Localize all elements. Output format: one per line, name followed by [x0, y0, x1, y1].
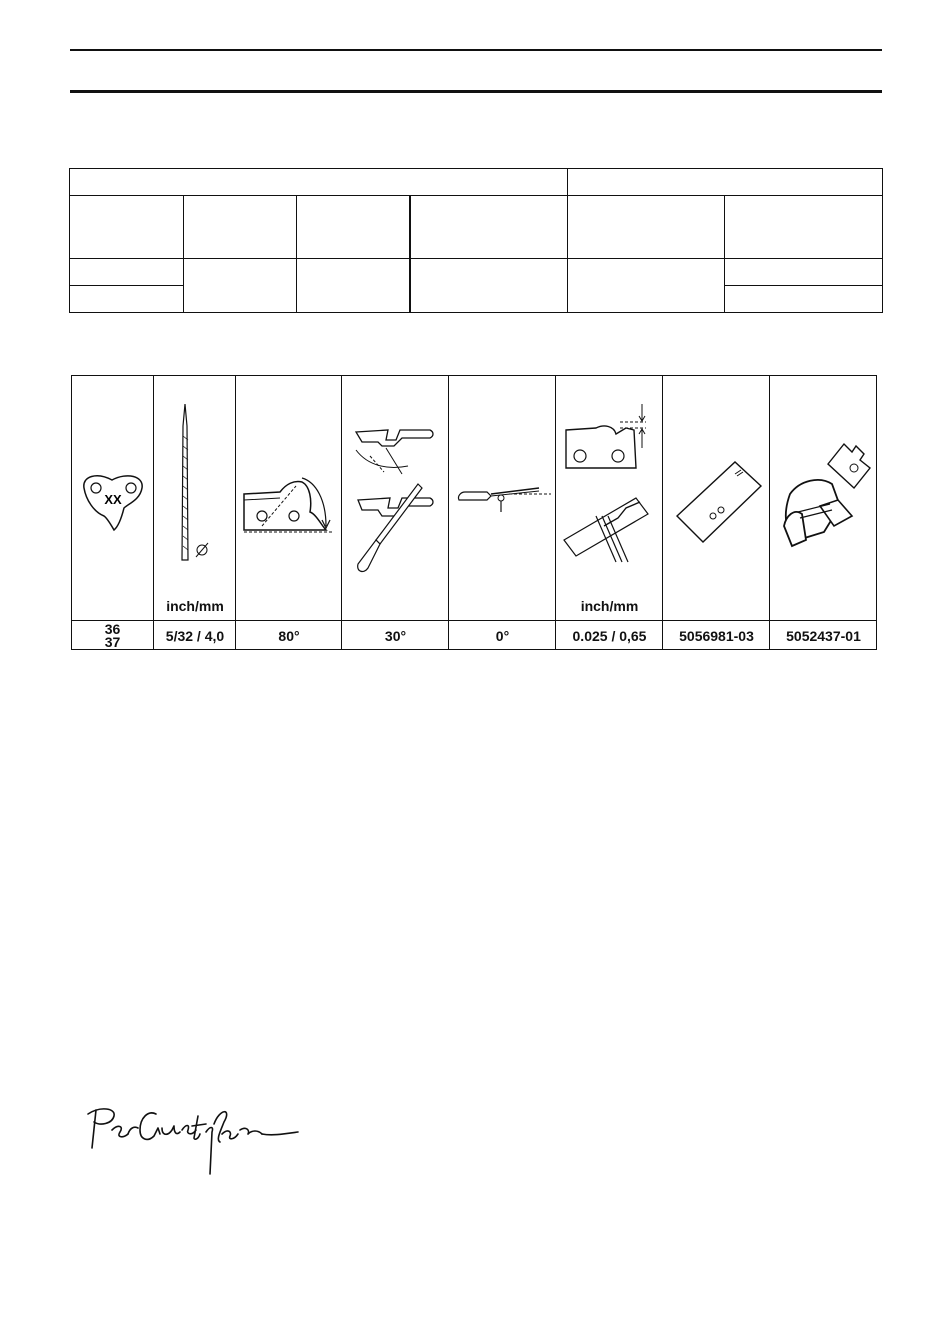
- col-filing-angle: [341, 376, 449, 649]
- col-file-diameter: [153, 376, 236, 649]
- unit-file-diameter: inch/mm: [166, 598, 224, 614]
- col-depth-gauge: [555, 376, 663, 649]
- value-file-holder: 5052437-01: [770, 620, 877, 651]
- value-top-plate-angle: 80°: [236, 620, 342, 651]
- drive-link-mark: XX: [104, 492, 122, 507]
- file-holder-icon: [770, 376, 877, 596]
- col-file-gauge: [662, 376, 770, 649]
- depth-gauge-icon: [556, 376, 663, 596]
- filing-angle-icon: [342, 376, 449, 596]
- value-drive-link: [72, 620, 153, 651]
- value-depth-gauge: 0.025 / 0,65: [556, 620, 663, 651]
- top-plate-angle-icon: [236, 376, 342, 596]
- col-file-holder: [769, 376, 877, 649]
- signature-image: [82, 1100, 312, 1180]
- col-side-plate-angle: [448, 376, 556, 649]
- round-file-icon: [154, 376, 236, 596]
- file-gauge-icon: [663, 376, 770, 596]
- value-filing-angle: 30°: [342, 620, 449, 651]
- specification-table: [69, 168, 883, 313]
- value-side-plate-angle: 0°: [449, 620, 556, 651]
- header-rule-bottom: [70, 90, 882, 93]
- side-plate-angle-icon: [449, 376, 556, 596]
- col-drive-link: [72, 376, 153, 649]
- col-top-plate-angle: [235, 376, 342, 649]
- value-file-diameter: 5/32 / 4,0: [154, 620, 236, 651]
- drive-link-count-2: 37: [104, 634, 121, 650]
- value-file-gauge: 5056981-03: [663, 620, 770, 651]
- unit-depth-gauge: inch/mm: [580, 598, 639, 614]
- sharpening-table: [71, 375, 877, 650]
- header-rule-top: [70, 49, 882, 51]
- drive-link-count-1: 36: [104, 621, 121, 637]
- drive-link-icon: [72, 376, 153, 616]
